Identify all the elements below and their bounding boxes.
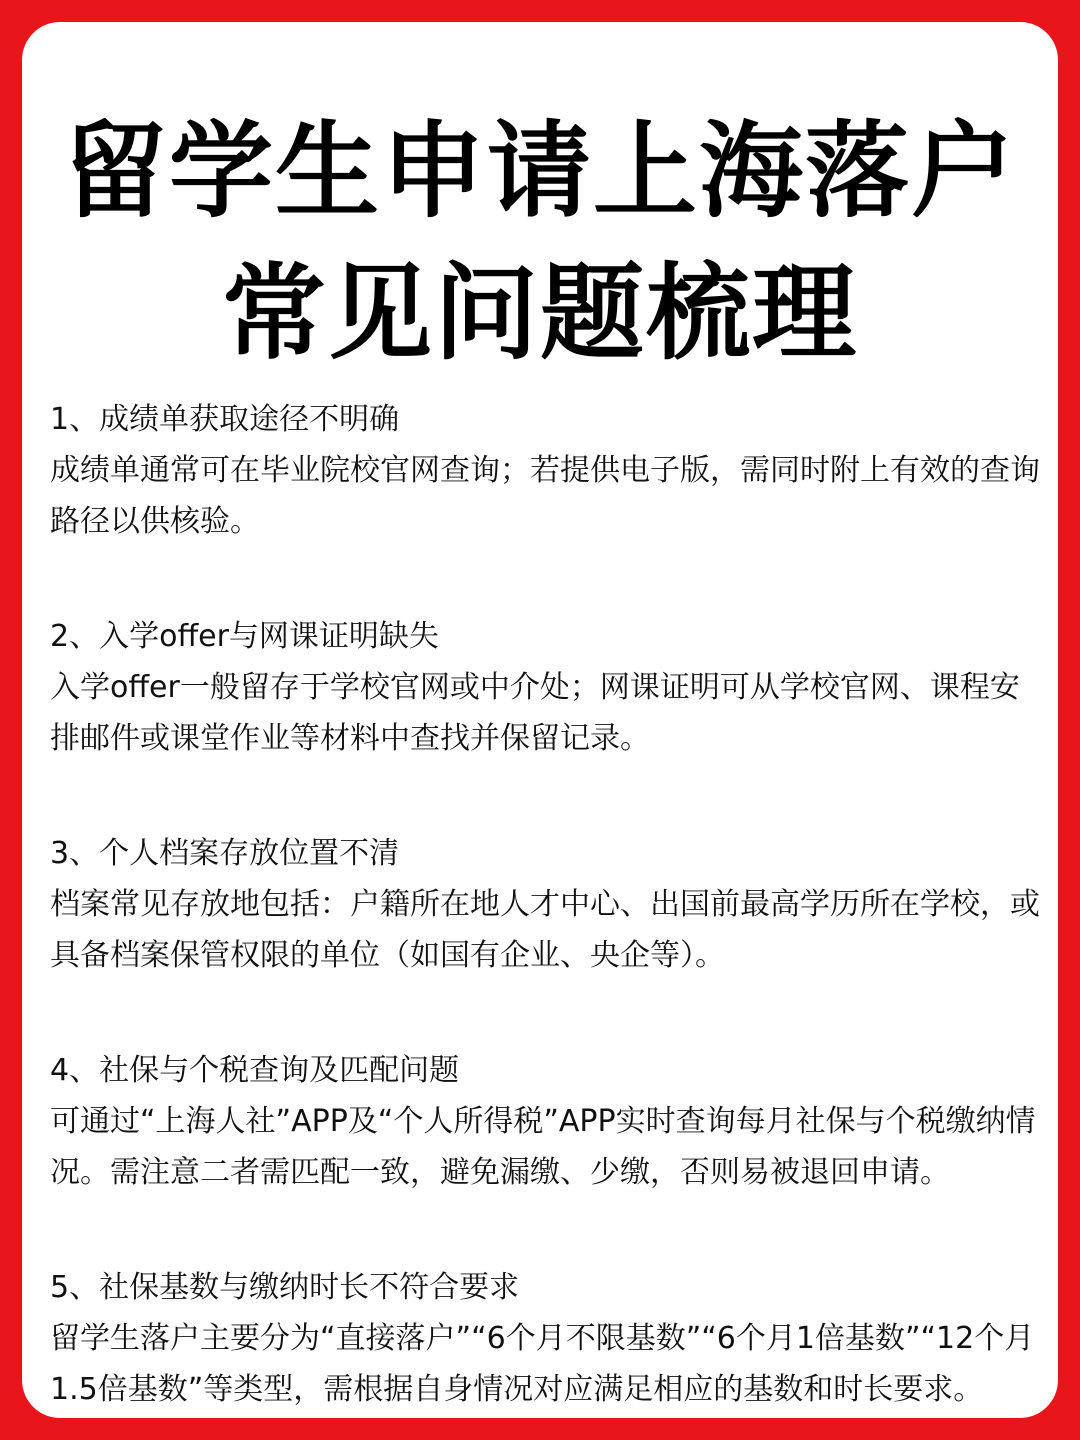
faq-body-3: 档案常见存放地包括：户籍所在地人才中心、出国前最高学历所在学校，或具备档案保管权限的单位（如国有企业、央企等）。: [50, 887, 1040, 973]
faq-item-2: [50, 611, 1040, 764]
faq-item-5: [50, 1262, 1040, 1415]
faq-heading-2: 2、入学offer与网课证明缺失: [50, 619, 439, 654]
faq-body-4: 可通过“上海人社”APP及“个人所得税”APP实时查询每月社保与个税缴纳情况。需注意二者需匹配一致，避免漏缴、少缴，否则易被退回申请。: [50, 1104, 1036, 1190]
faq-item-1: [50, 394, 1040, 547]
faq-heading-5: 5、社保基数与缴纳时长不符合要求: [50, 1270, 520, 1305]
content-card: [22, 22, 1058, 1418]
faq-heading-1: 1、成绩单获取途径不明确: [50, 402, 400, 437]
faq-list: [50, 394, 1040, 1415]
faq-body-1: 成绩单通常可在毕业院校官网查询；若提供电子版，需同时附上有效的查询路径以供核验。: [50, 453, 1040, 539]
page-title: [22, 100, 1058, 384]
faq-item-4: [50, 1045, 1040, 1198]
faq-item-3: [50, 828, 1040, 981]
faq-heading-3: 3、个人档案存放位置不清: [50, 836, 400, 871]
title-line-2: 常见问题梳理: [221, 252, 858, 374]
faq-heading-4: 4、社保与个税查询及匹配问题: [50, 1053, 460, 1088]
faq-body-5: 留学生落户主要分为“直接落户”“6个月不限基数”“6个月1倍基数”“12个月1.5倍基数”等类型，需根据自身情况对应满足相应的基数和时长要求。: [50, 1321, 1035, 1407]
faq-body-2: 入学offer一般留存于学校官网或中介处；网课证明可从学校官网、课程安排邮件或课堂作业等材料中查找并保留记录。: [50, 670, 1020, 756]
title-line-1: 留学生申请上海落户: [62, 110, 1017, 232]
